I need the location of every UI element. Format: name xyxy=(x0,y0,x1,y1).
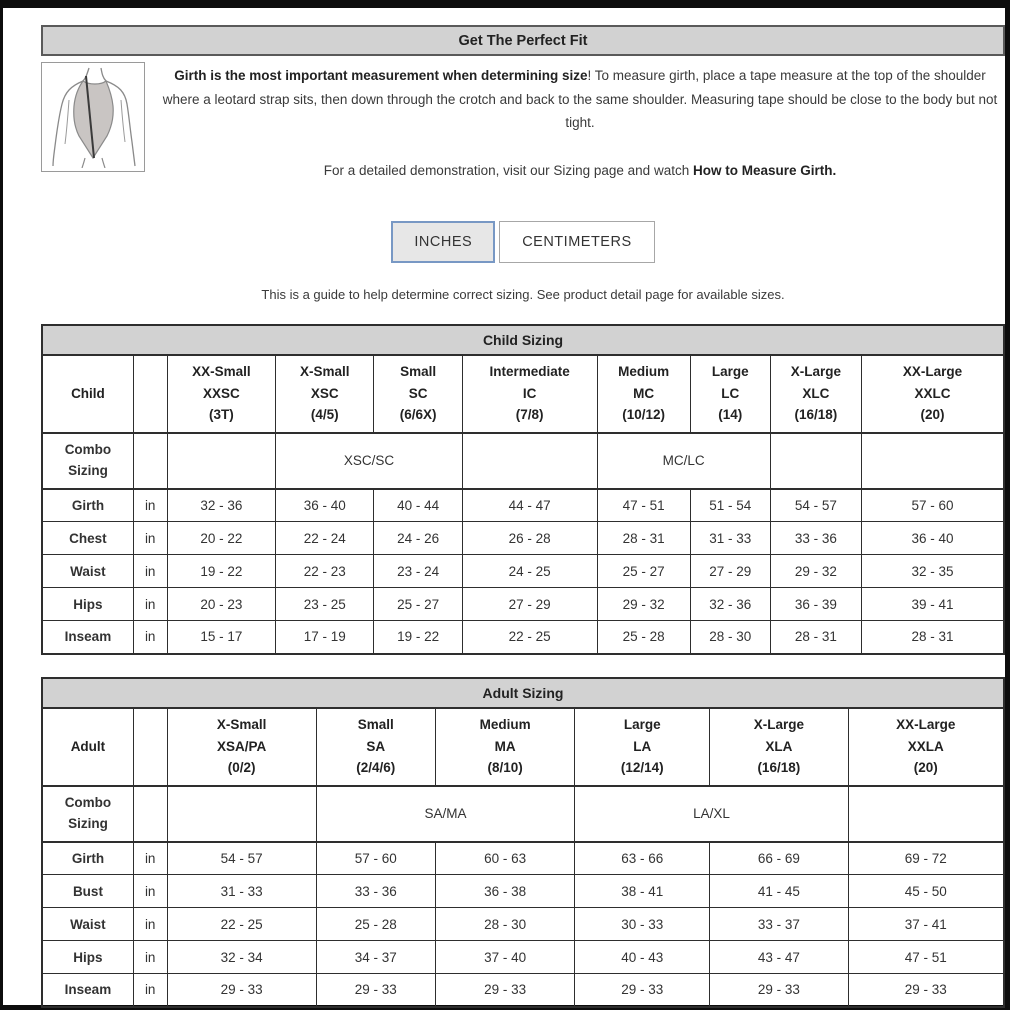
value-cell: 29 - 33 xyxy=(710,974,849,1007)
value-cell: 43 - 47 xyxy=(710,941,849,974)
column-header-size: (4/5) xyxy=(310,407,339,423)
unit-header-cell xyxy=(133,708,167,786)
value-cell: 31 - 33 xyxy=(690,522,770,555)
page-title: Get The Perfect Fit xyxy=(41,25,1005,56)
value-cell: 33 - 37 xyxy=(710,908,849,941)
column-header-code: MA xyxy=(494,738,516,754)
column-header xyxy=(862,355,1004,433)
measurement-label: Inseam xyxy=(42,621,133,654)
value-cell: 29 - 33 xyxy=(575,974,710,1007)
column-header-size: (6/6X) xyxy=(399,407,437,423)
measurement-label: Girth xyxy=(42,489,133,522)
value-cell: 45 - 50 xyxy=(848,875,1004,908)
column-header-size: (20) xyxy=(913,760,938,776)
value-cell: 25 - 27 xyxy=(597,555,690,588)
centimeters-button[interactable]: CENTIMETERS xyxy=(499,221,654,263)
value-cell: 22 - 25 xyxy=(167,908,316,941)
value-cell: 54 - 57 xyxy=(770,489,861,522)
value-cell: 69 - 72 xyxy=(848,842,1004,875)
value-cell: 32 - 35 xyxy=(862,555,1004,588)
sizing-guide-note: This is a guide to help determine correct sizing. See product detail page for available sizes. xyxy=(261,286,785,302)
value-cell: 44 - 47 xyxy=(462,489,597,522)
unit-cell: in xyxy=(133,974,167,1007)
value-cell: 38 - 41 xyxy=(575,875,710,908)
measurement-label: Waist xyxy=(42,555,133,588)
combo-sizing-label: Combo Sizing xyxy=(42,433,133,489)
value-cell: 57 - 60 xyxy=(862,489,1004,522)
value-cell: 17 - 19 xyxy=(276,621,374,654)
column-header xyxy=(167,355,276,433)
value-cell: 32 - 36 xyxy=(690,588,770,621)
value-cell: 33 - 36 xyxy=(316,875,435,908)
combo-cell: MC/LC xyxy=(597,433,770,489)
unit-cell: in xyxy=(133,941,167,974)
column-header xyxy=(374,355,463,433)
value-cell: 41 - 45 xyxy=(710,875,849,908)
column-header-name: XX-Large xyxy=(902,364,963,380)
column-header-code: XXLA xyxy=(907,738,944,754)
column-header xyxy=(316,708,435,786)
leotard-figure-icon xyxy=(45,66,141,168)
measurement-label: Hips xyxy=(42,941,133,974)
girth-lead-rest: ! To measure girth, place a tape measure at the top of the shoulder where a leotard strap sits, then down through the crotch and back to the same shoulder. Measuring tape should be close to the body but not tight. xyxy=(162,68,998,131)
value-cell: 19 - 22 xyxy=(374,621,463,654)
value-cell: 27 - 29 xyxy=(690,555,770,588)
value-cell: 54 - 57 xyxy=(167,842,316,875)
unit-cell: in xyxy=(133,489,167,522)
column-header-name: Small xyxy=(357,717,394,733)
column-header-code: SA xyxy=(366,738,386,754)
value-cell: 28 - 31 xyxy=(770,621,861,654)
column-header-code: XSC xyxy=(310,385,339,401)
leotard-measurement-diagram xyxy=(41,62,145,172)
value-cell: 39 - 41 xyxy=(862,588,1004,621)
column-header-name: X-Large xyxy=(790,364,841,380)
column-header-code: XSA/PA xyxy=(216,738,267,754)
value-cell: 26 - 28 xyxy=(462,522,597,555)
column-header-code: LC xyxy=(721,385,740,401)
combo-cell: SA/MA xyxy=(316,786,575,842)
value-cell: 24 - 26 xyxy=(374,522,463,555)
column-header-size: (10/12) xyxy=(622,407,666,423)
girth-description xyxy=(155,64,1005,135)
value-cell: 66 - 69 xyxy=(710,842,849,875)
measurement-label: Waist xyxy=(42,908,133,941)
combo-unit-cell xyxy=(133,786,167,842)
column-header xyxy=(848,708,1004,786)
combo-empty-cell xyxy=(462,433,597,489)
column-header-name: X-Large xyxy=(753,717,804,733)
combo-cell: LA/XL xyxy=(575,786,848,842)
value-cell: 28 - 30 xyxy=(435,908,574,941)
column-header-code: IC xyxy=(522,385,537,401)
value-cell: 28 - 30 xyxy=(690,621,770,654)
value-cell: 22 - 24 xyxy=(276,522,374,555)
column-header-name: Intermediate xyxy=(489,364,570,380)
value-cell: 22 - 23 xyxy=(276,555,374,588)
demo-line xyxy=(155,159,1005,183)
column-header-name: Large xyxy=(711,364,749,380)
child-sizing-table xyxy=(41,324,1005,655)
column-header-name: X-Small xyxy=(300,364,350,380)
unit-cell: in xyxy=(133,875,167,908)
column-header-name: XX-Large xyxy=(896,717,956,733)
girth-lead-bold: Girth is the most important measurement when determining size xyxy=(174,68,588,83)
unit-cell: in xyxy=(133,588,167,621)
value-cell: 19 - 22 xyxy=(167,555,276,588)
value-cell: 30 - 33 xyxy=(575,908,710,941)
value-cell: 47 - 51 xyxy=(848,941,1004,974)
column-header-code: XXSC xyxy=(203,385,240,401)
column-header-code: XLC xyxy=(802,385,830,401)
size-table xyxy=(41,677,1005,1008)
column-header xyxy=(597,355,690,433)
column-header-code: MC xyxy=(633,385,655,401)
column-header xyxy=(710,708,849,786)
value-cell: 24 - 25 xyxy=(462,555,597,588)
value-cell: 34 - 37 xyxy=(316,941,435,974)
column-header-name: Medium xyxy=(618,364,670,380)
value-cell: 36 - 38 xyxy=(435,875,574,908)
column-header xyxy=(167,708,316,786)
value-cell: 63 - 66 xyxy=(575,842,710,875)
unit-cell: in xyxy=(133,522,167,555)
value-cell: 32 - 36 xyxy=(167,489,276,522)
column-header-size: (2/4/6) xyxy=(356,760,396,776)
combo-sizing-label: Combo Sizing xyxy=(42,786,133,842)
column-header-name: XX-Small xyxy=(192,364,251,380)
column-header-code: XLA xyxy=(765,738,793,754)
value-cell: 60 - 63 xyxy=(435,842,574,875)
value-cell: 15 - 17 xyxy=(167,621,276,654)
column-header-code: XXLC xyxy=(914,385,951,401)
value-cell: 29 - 33 xyxy=(435,974,574,1007)
column-header-name: Large xyxy=(623,717,661,733)
unit-cell: in xyxy=(133,621,167,654)
value-cell: 29 - 33 xyxy=(848,974,1004,1007)
table-row-label: Child xyxy=(42,355,133,433)
value-cell: 20 - 22 xyxy=(167,522,276,555)
demo-prefix: For a detailed demonstration, visit our Sizing page and watch xyxy=(323,162,693,178)
demo-bold: How to Measure Girth. xyxy=(692,162,837,178)
column-header-size: (16/18) xyxy=(757,760,801,776)
measurement-label: Hips xyxy=(42,588,133,621)
measurement-label: Inseam xyxy=(42,974,133,1007)
table-row-label: Adult xyxy=(42,708,133,786)
value-cell: 22 - 25 xyxy=(462,621,597,654)
value-cell: 29 - 33 xyxy=(316,974,435,1007)
value-cell: 37 - 41 xyxy=(848,908,1004,941)
column-header-name: X-Small xyxy=(216,717,267,733)
value-cell: 32 - 34 xyxy=(167,941,316,974)
column-header xyxy=(435,708,574,786)
value-cell: 47 - 51 xyxy=(597,489,690,522)
combo-unit-cell xyxy=(133,433,167,489)
combo-empty-cell xyxy=(848,786,1004,842)
column-header-code: SC xyxy=(408,385,428,401)
size-table xyxy=(41,324,1005,655)
column-header-size: (3T) xyxy=(209,407,234,423)
value-cell: 28 - 31 xyxy=(862,621,1004,654)
value-cell: 36 - 40 xyxy=(862,522,1004,555)
unit-cell: in xyxy=(133,555,167,588)
column-header-size: (0/2) xyxy=(227,760,256,776)
value-cell: 33 - 36 xyxy=(770,522,861,555)
combo-cell: XSC/SC xyxy=(276,433,463,489)
combo-empty-cell xyxy=(167,786,316,842)
value-cell: 25 - 27 xyxy=(374,588,463,621)
column-header-size: (20) xyxy=(920,407,945,423)
column-header-name: Small xyxy=(400,364,437,380)
value-cell: 23 - 25 xyxy=(276,588,374,621)
inches-button[interactable]: INCHES xyxy=(391,221,495,263)
value-cell: 25 - 28 xyxy=(316,908,435,941)
column-header-size: (16/18) xyxy=(794,407,838,423)
column-header xyxy=(575,708,710,786)
value-cell: 37 - 40 xyxy=(435,941,574,974)
column-header-size: (12/14) xyxy=(620,760,664,776)
unit-header-cell xyxy=(133,355,167,433)
combo-empty-cell xyxy=(167,433,276,489)
column-header-size: (7/8) xyxy=(515,407,544,423)
column-header xyxy=(462,355,597,433)
combo-empty-cell xyxy=(770,433,861,489)
column-header-code: LA xyxy=(633,738,652,754)
unit-cell: in xyxy=(133,842,167,875)
measurement-label: Bust xyxy=(42,875,133,908)
adult-sizing-table xyxy=(41,677,1005,1008)
value-cell: 25 - 28 xyxy=(597,621,690,654)
column-header xyxy=(690,355,770,433)
value-cell: 27 - 29 xyxy=(462,588,597,621)
table-title: Adult Sizing xyxy=(42,678,1004,708)
column-header-size: (8/10) xyxy=(487,760,523,776)
combo-empty-cell xyxy=(862,433,1004,489)
measurement-label: Girth xyxy=(42,842,133,875)
value-cell: 29 - 32 xyxy=(597,588,690,621)
value-cell: 51 - 54 xyxy=(690,489,770,522)
value-cell: 36 - 40 xyxy=(276,489,374,522)
value-cell: 28 - 31 xyxy=(597,522,690,555)
table-title: Child Sizing xyxy=(42,325,1004,355)
measurement-label: Chest xyxy=(42,522,133,555)
value-cell: 23 - 24 xyxy=(374,555,463,588)
intro-text xyxy=(145,62,1005,183)
value-cell: 31 - 33 xyxy=(167,875,316,908)
value-cell: 40 - 43 xyxy=(575,941,710,974)
value-cell: 29 - 33 xyxy=(167,974,316,1007)
intro-section xyxy=(41,62,1005,183)
value-cell: 29 - 32 xyxy=(770,555,861,588)
column-header xyxy=(276,355,374,433)
value-cell: 57 - 60 xyxy=(316,842,435,875)
value-cell: 36 - 39 xyxy=(770,588,861,621)
value-cell: 20 - 23 xyxy=(167,588,276,621)
unit-cell: in xyxy=(133,908,167,941)
column-header-name: Medium xyxy=(479,717,531,733)
unit-toggle xyxy=(41,221,1005,263)
column-header-size: (14) xyxy=(718,407,743,423)
column-header xyxy=(770,355,861,433)
value-cell: 40 - 44 xyxy=(374,489,463,522)
